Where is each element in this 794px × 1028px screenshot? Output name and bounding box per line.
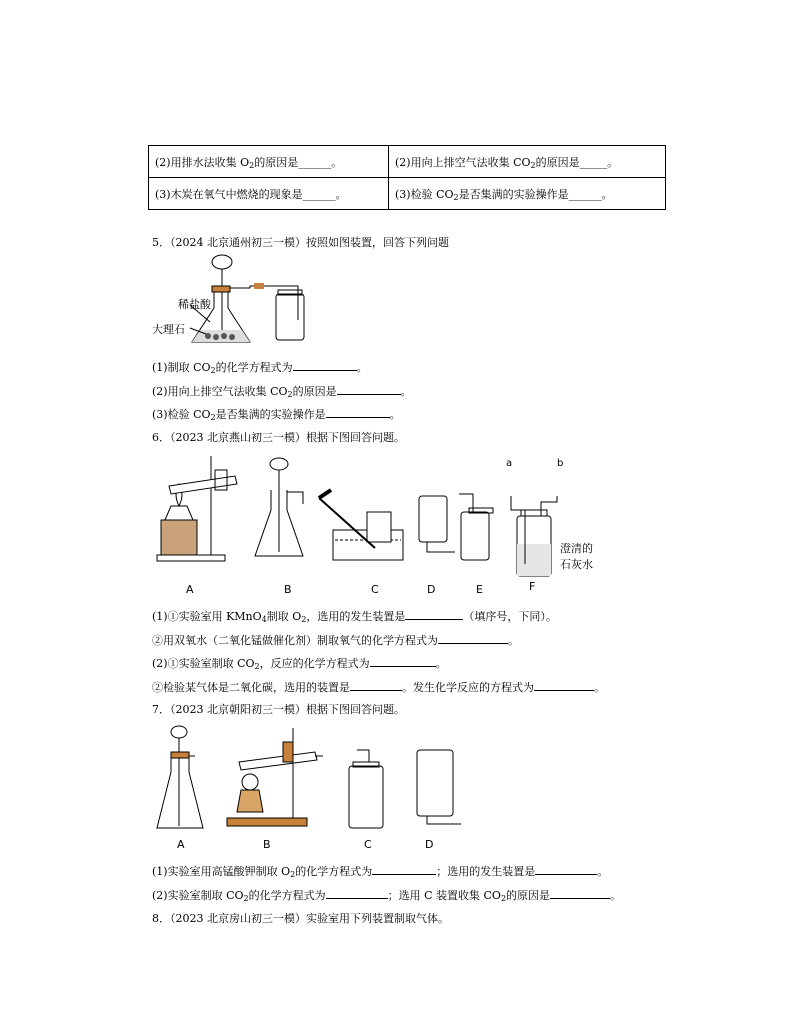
text: 。 — [356, 361, 368, 374]
figure-label-E: E — [476, 583, 483, 596]
text: (1)制取 CO — [152, 361, 211, 374]
q5-line-1 — [152, 359, 368, 375]
cell-text: 是否集满的实验操作是______。 — [458, 187, 613, 201]
table-cell — [149, 178, 389, 210]
cell-text: (3)木炭在氧气中燃烧的现象是______。 — [155, 187, 347, 201]
answer-blank[interactable] — [293, 359, 357, 371]
subscript: 2 — [210, 413, 216, 422]
answer-blank[interactable] — [438, 632, 508, 644]
subscript: 2 — [287, 390, 293, 399]
text: (2)①实验室制取 CO — [152, 657, 255, 670]
text: 。 — [597, 865, 609, 878]
figure-label-A: A — [186, 583, 194, 596]
subscript: 2 — [243, 894, 249, 903]
text: ；选用的发生装置是 — [436, 865, 536, 878]
text: ；选用 C 装置收集 CO — [387, 889, 501, 902]
answer-table — [148, 145, 666, 210]
text: 。 — [610, 889, 622, 902]
answer-blank[interactable] — [337, 383, 401, 395]
figure-label-A: A — [177, 838, 185, 851]
q6-line-1 — [152, 608, 557, 624]
text: ，选用的发生装置是 — [306, 610, 406, 623]
q7-line-1 — [152, 863, 608, 879]
question-7-title: 7．（2023 北京朝阳初三一模）根据下图回答问题。 — [152, 703, 405, 716]
text: (1)①实验室用 KMnO — [152, 610, 262, 623]
q5-line-2 — [152, 383, 412, 399]
figure-label-C: C — [364, 838, 372, 851]
cell-text: 的原因是_____。 — [535, 155, 619, 169]
answer-blank[interactable] — [534, 679, 594, 691]
text: 的原因是 — [292, 385, 337, 398]
table-cell — [389, 146, 666, 178]
answer-blank[interactable] — [350, 679, 402, 691]
answer-blank[interactable] — [370, 655, 436, 667]
label-a: a — [506, 458, 513, 469]
answer-blank[interactable] — [326, 406, 390, 418]
subscript: 4 — [261, 615, 267, 624]
subscript: 2 — [249, 160, 255, 170]
figure-label-C: C — [371, 583, 379, 596]
cell-text: (2)用向上排空气法收集 CO — [395, 155, 531, 169]
text: (3)检验 CO — [152, 408, 211, 421]
text: 制取 O — [266, 610, 302, 623]
text: 。 — [594, 681, 605, 694]
answer-blank[interactable] — [535, 863, 597, 875]
q7-line-2 — [152, 887, 621, 903]
subscript: 2 — [290, 870, 296, 879]
q7-apparatus-figure — [155, 722, 475, 834]
figure-label-D: D — [425, 838, 434, 851]
label-limewater-1: 澄清的 — [560, 542, 593, 555]
text: 是否集满的实验操作是 — [215, 408, 326, 421]
label-dilute-hcl: 稀盐酸 — [178, 298, 211, 311]
q5-line-3 — [152, 406, 401, 422]
cell-text: 的原因是______。 — [254, 155, 343, 169]
question-8-title: 8．（2023 北京房山初三一模）实验室用下列装置制取气体。 — [152, 912, 449, 925]
label-marble: 大理石 — [152, 323, 185, 336]
text: 的原因是 — [506, 889, 551, 902]
text: 。发生化学反应的方程式为 — [402, 681, 534, 694]
label-b: b — [557, 458, 564, 469]
table-cell — [389, 178, 666, 210]
answer-blank[interactable] — [326, 887, 388, 899]
text: ，反应的化学方程式为 — [259, 657, 370, 670]
cell-text: (3)检验 CO — [395, 187, 454, 201]
figure-label-B: B — [284, 583, 292, 596]
figure-label-D: D — [427, 583, 436, 596]
subscript: 2 — [210, 366, 216, 375]
subscript: 2 — [500, 894, 507, 903]
q6-apparatus-figure — [155, 452, 605, 580]
subscript: 2 — [254, 662, 260, 671]
q6-line-2 — [152, 632, 519, 648]
figure-label-B: B — [263, 838, 271, 851]
text: 。 — [508, 634, 519, 647]
text: 。 — [400, 385, 412, 398]
text: （填序号，下同）。 — [463, 610, 557, 623]
text: (2)用向上排空气法收集 CO — [152, 385, 288, 398]
answer-blank[interactable] — [372, 863, 436, 875]
text: (1)实验室用高锰酸钾制取 O — [152, 865, 291, 878]
figure-label-F: F — [529, 580, 536, 593]
text: 的化学方程式为 — [215, 361, 293, 374]
text: 的化学方程式为 — [295, 865, 373, 878]
answer-blank[interactable] — [550, 887, 610, 899]
table-cell — [149, 146, 389, 178]
text: ②用双氧水（二氧化锰做催化剂）制取氧气的化学方程式为 — [152, 634, 438, 647]
text: 。 — [435, 657, 447, 670]
q6-line-3 — [152, 655, 447, 671]
text: 的化学方程式为 — [248, 889, 326, 902]
question-6-title: 6．（2023 北京燕山初三一模）根据下图回答问题。 — [152, 431, 405, 444]
text: ②检验某气体是二氧化碳，选用的装置是 — [152, 681, 350, 694]
label-limewater-2: 石灰水 — [560, 558, 593, 571]
cell-text: (2)用排水法收集 O — [155, 155, 250, 169]
subscript: 2 — [301, 615, 307, 624]
subscript: 2 — [453, 192, 459, 202]
question-5-title: 5．（2024 北京通州初三一模）按照如图装置，回答下列问题 — [152, 236, 449, 249]
text: 。 — [389, 408, 401, 421]
answer-blank[interactable] — [405, 608, 463, 620]
text: (2)实验室制取 CO — [152, 889, 244, 902]
subscript: 2 — [530, 160, 536, 170]
q6-line-4 — [152, 679, 605, 695]
